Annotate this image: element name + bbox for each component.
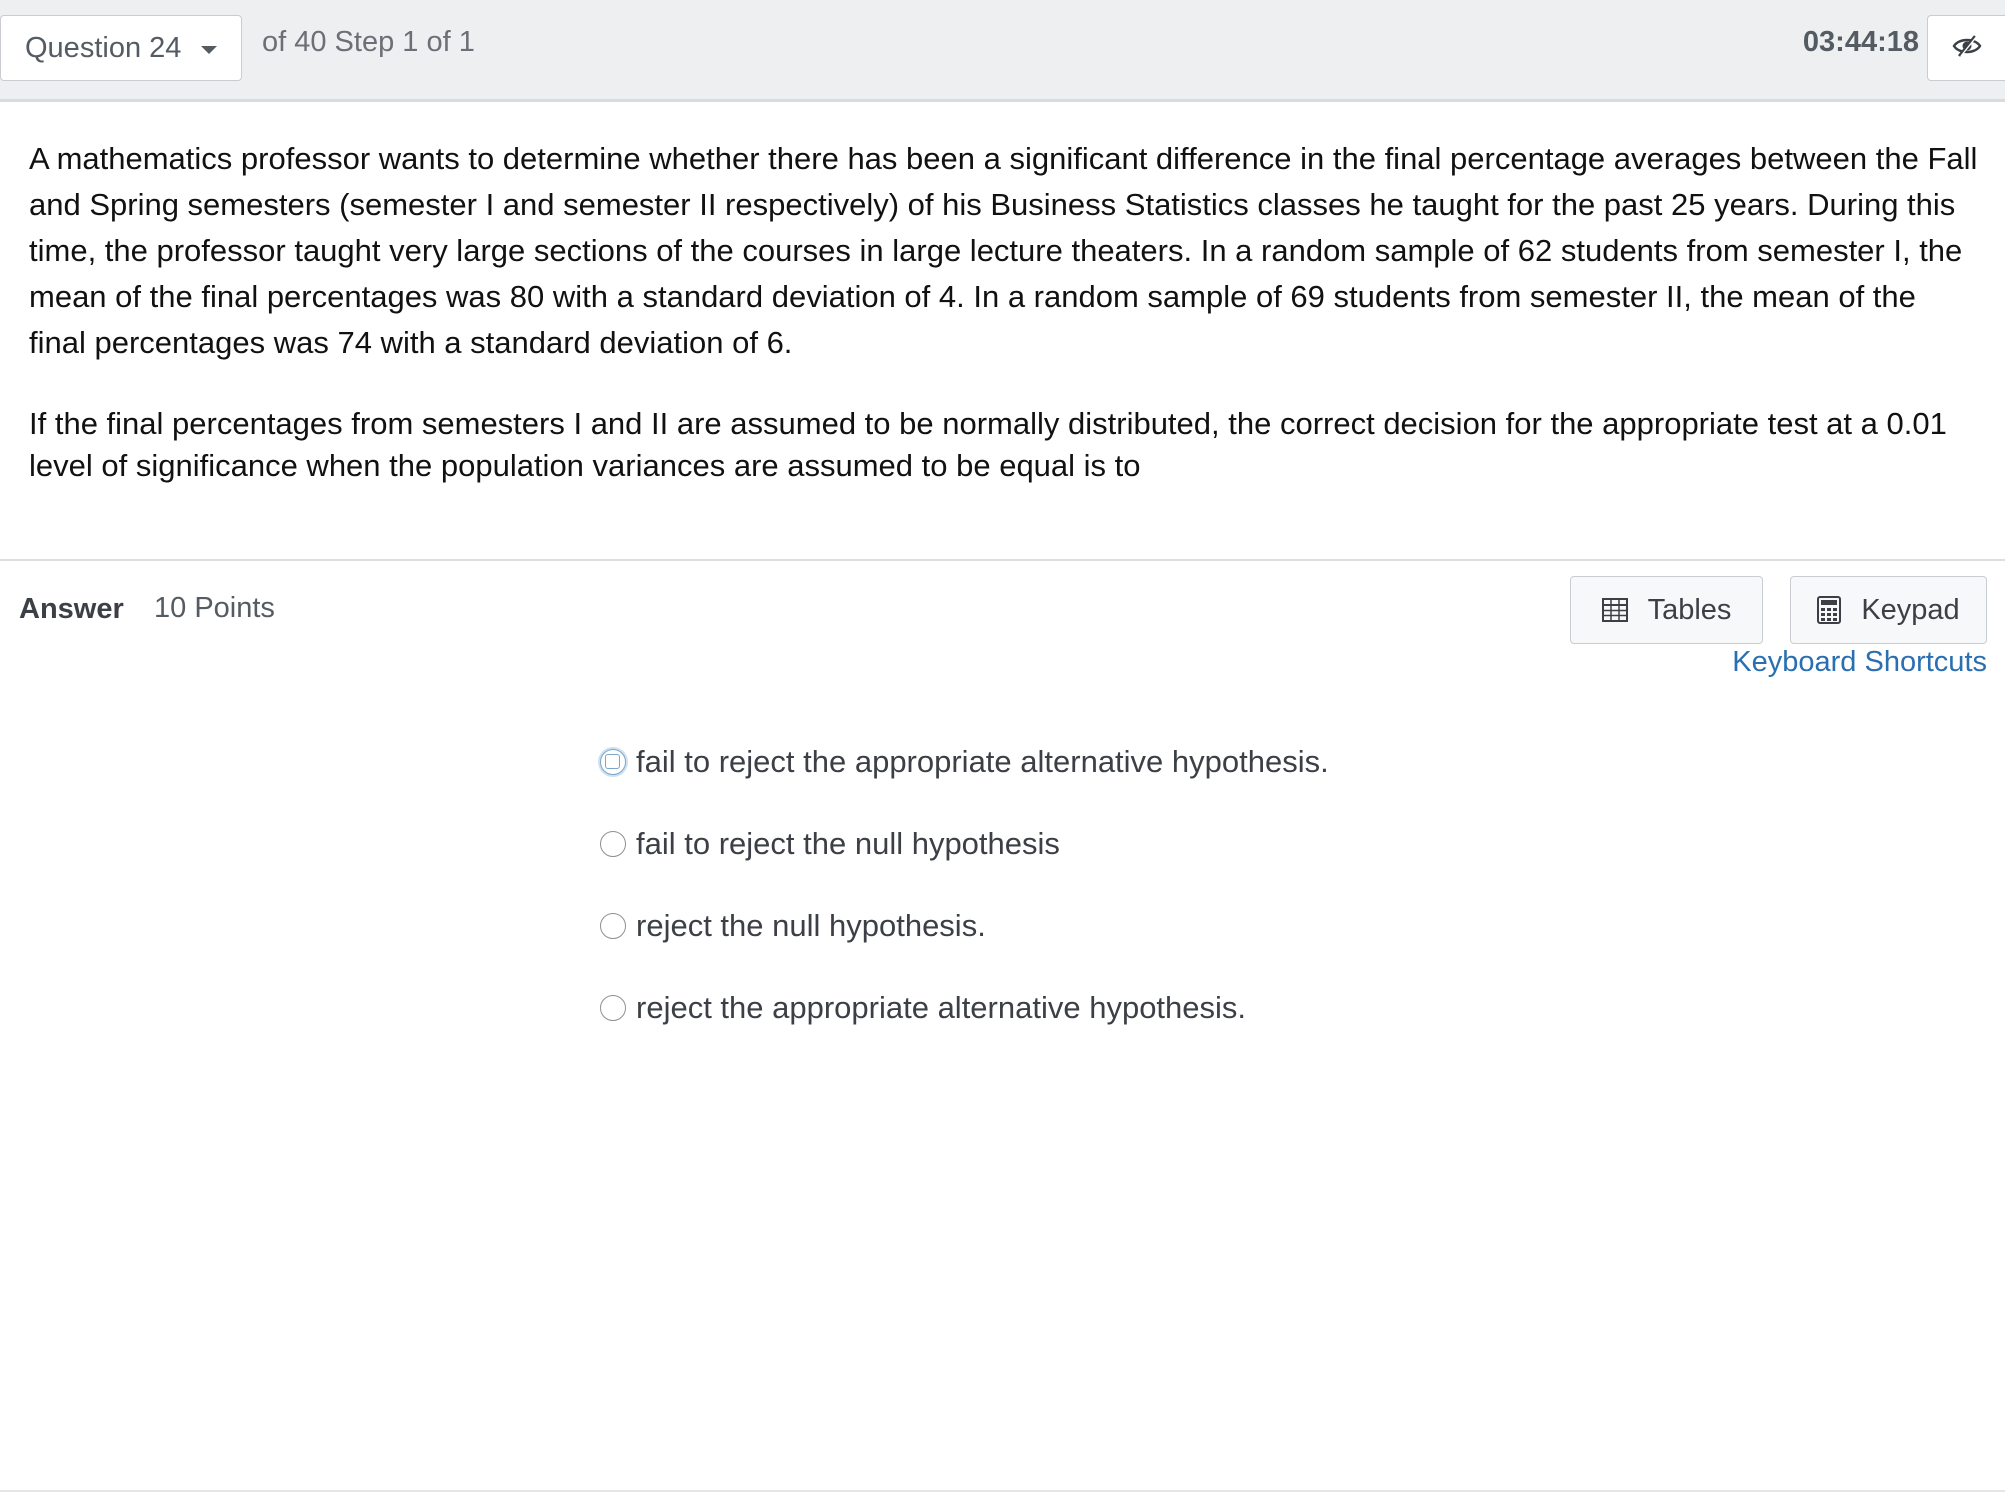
calculator-icon	[1817, 596, 1841, 624]
radio-circle-icon[interactable]	[600, 749, 626, 775]
answer-option[interactable]	[600, 905, 1329, 987]
answer-option-label: reject the appropriate alternative hypothesis.	[636, 990, 1247, 1025]
radio-circle-icon[interactable]	[600, 831, 626, 857]
tables-button-label: Tables	[1647, 593, 1732, 626]
points-label: 10 Points	[154, 592, 275, 624]
question-select-dropdown[interactable]	[0, 15, 242, 81]
top-bar	[0, 0, 2005, 102]
question-text	[29, 136, 1979, 487]
answer-option[interactable]	[600, 741, 1329, 823]
keyboard-shortcuts-link[interactable]: Keyboard Shortcuts	[1732, 646, 1987, 678]
radio-circle-icon[interactable]	[600, 913, 626, 939]
section-divider	[0, 559, 2005, 561]
keypad-button-label: Keypad	[1861, 593, 1960, 626]
table-grid-icon	[1602, 598, 1628, 622]
answer-option[interactable]	[600, 823, 1329, 905]
hide-timer-button[interactable]	[1927, 15, 2005, 81]
question-paragraph: A mathematics professor wants to determine whether there has been a significant difference in the final percentage averages between the Fall and Spring semesters (semester I and semester II respectively) of his Business Statistics classes he taught for the past 25 years. During this time, the professor taught very large sections of the courses in large lecture theaters. In a random sample of 62 students from semester I, the mean of the final percentages was 80 with a standard deviation of 4. In a random sample of 69 students from semester II, the mean of the final percentages was 74 with a standard deviation of 6.	[29, 141, 1978, 360]
caret-down-icon	[201, 46, 217, 54]
keypad-button[interactable]	[1790, 576, 1987, 644]
answer-option-label: reject the null hypothesis.	[636, 908, 986, 943]
question-select-label: Question 24	[25, 31, 182, 64]
footer-divider	[0, 1490, 2005, 1492]
eye-slash-icon	[1951, 34, 1983, 63]
question-paragraph: If the final percentages from semesters I and II are assumed to be normally distributed, the correct decision for the appropriate test at a 0.01 level of significance when the population variances are assumed to be equal is to	[29, 406, 1947, 483]
answer-option[interactable]	[600, 987, 1329, 1069]
progress-text: of 40 Step 1 of 1	[262, 26, 475, 58]
tables-button[interactable]	[1570, 576, 1763, 644]
timer: 03:44:18	[1802, 26, 1919, 58]
radio-circle-icon[interactable]	[600, 995, 626, 1021]
answer-options	[600, 741, 1329, 1069]
answer-option-label: fail to reject the null hypothesis	[636, 826, 1060, 861]
answer-label: Answer	[19, 593, 124, 625]
answer-option-label: fail to reject the appropriate alternative hypothesis.	[636, 744, 1329, 779]
